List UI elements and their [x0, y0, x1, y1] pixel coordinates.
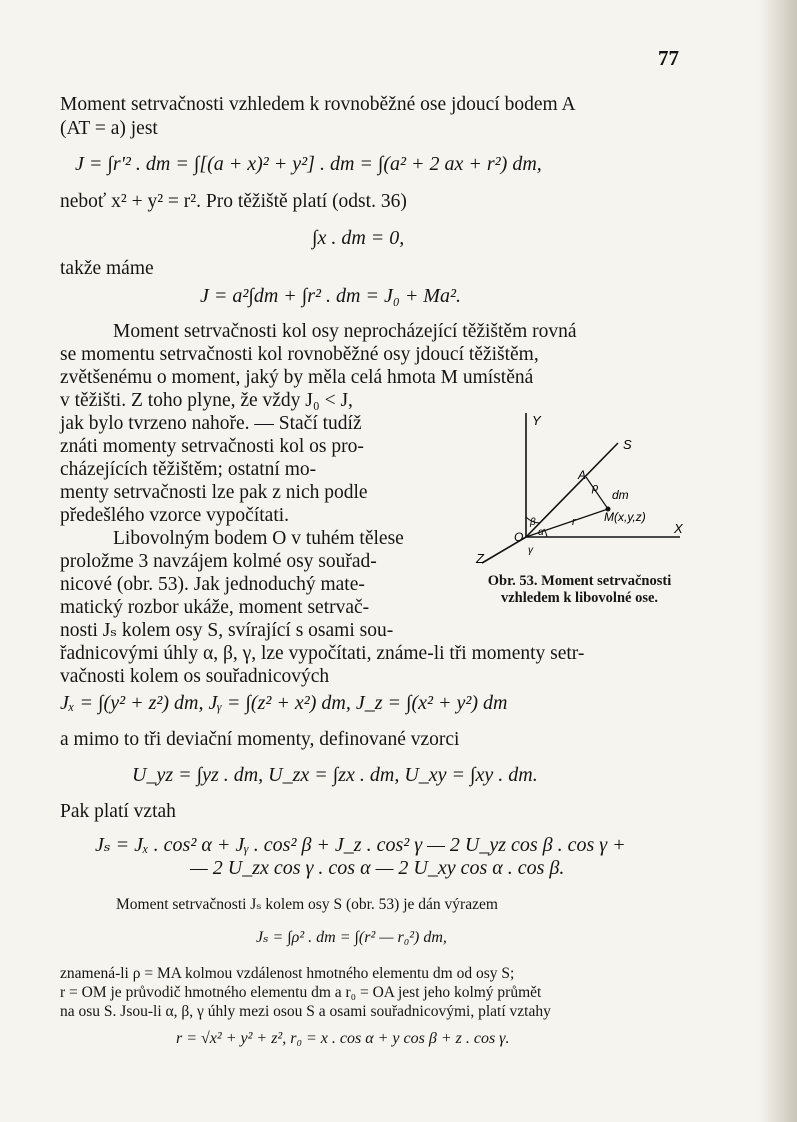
text-line: zvětšenému o moment, jaký by měla celá hmota M umístěná — [60, 367, 534, 388]
text-line: jak bylo tvrzeno nahoře. — Stačí tudíž — [60, 413, 362, 434]
label-beta: β — [530, 517, 536, 528]
equation: J = ∫r'² . dm = ∫[(a + x)² + y²] . dm = ∫(a² + 2 ax + r²) dm, — [75, 153, 542, 175]
text-line: nicové (obr. 53). Jak jednoduchý mate- — [60, 574, 365, 595]
label-m: M(x,y,z) — [604, 510, 646, 524]
text-line: předešlého vzorce vypočítati. — [60, 505, 290, 526]
note-line: znamená-li ρ = MA kolmou vzdálenost hmotného elementu dm od osy S; — [60, 965, 515, 982]
note-equation: Jₛ = ∫ρ² . dm = ∫(r² — r₀²) dm, — [256, 929, 447, 946]
note-line: na osu S. Jsou-li α, β, γ úhly mezi osou S a osami souřadnicovými, platí vztahy — [60, 1003, 551, 1020]
text-line: se momentu setrvačnosti kol rovnoběžné osy jdoucí těžištěm, — [60, 344, 539, 365]
label-rho: ρ — [592, 482, 599, 494]
label-o: O — [514, 530, 524, 544]
text-line: a mimo to tři deviační momenty, definované vzorci — [60, 729, 460, 750]
caption-line: vzhledem k libovolné ose. — [500, 590, 659, 606]
equation: U_yz = ∫yz . dm, U_zx = ∫zx . dm, U_xy = ∫xy . dm. — [132, 764, 538, 786]
axis-diagram — [468, 405, 693, 575]
note-line: Moment setrvačnosti Jₛ kolem osy S (obr. 53) je dán výrazem — [116, 896, 498, 913]
text-line: vačnosti kolem os souřadnicových — [60, 666, 330, 687]
equation: Jₓ = ∫(y² + z²) dm, Jᵧ = ∫(z² + x²) dm, J_z = ∫(x² + y²) dm — [60, 692, 508, 714]
text-line: v těžišti. Z toho plyne, že vždy J₀ < J, — [60, 390, 353, 411]
label-y: Y — [532, 413, 541, 428]
text-line: neboť x² + y² = r². Pro těžiště platí (odst. 36) — [60, 191, 407, 212]
text-line: takže máme — [60, 258, 154, 279]
text-line: znáti momenty setrvačnosti kol os pro- — [60, 436, 364, 457]
page-edge-shadow — [759, 0, 797, 1122]
text-line: cházejících těžištěm; ostatní mo- — [60, 459, 317, 480]
label-z: Z — [476, 551, 484, 566]
equation: J = a²∫dm + ∫r² . dm = J₀ + Ma². — [200, 285, 461, 307]
text-line: menty setrvačnosti lze pak z nich podle — [60, 482, 368, 503]
text-line: řadnicovými úhly α, β, γ, lze vypočítati, známe-li tři momenty setr- — [60, 643, 585, 664]
text-line: nosti Jₛ kolem osy S, svírající s osami sou- — [60, 620, 394, 641]
text-line: Pak platí vztah — [60, 801, 176, 822]
label-x: X — [674, 521, 683, 536]
equation: ∫x . dm = 0, — [312, 227, 405, 249]
equation: Jₛ = Jₓ . cos² α + Jᵧ . cos² β + J_z . cos² γ — 2 U_yz cos β . cos γ + — [95, 834, 626, 856]
text-line: Libovolným bodem O v tuhém tělese — [113, 528, 404, 549]
figure-caption — [462, 573, 697, 607]
label-dm: dm — [612, 488, 629, 502]
label-s: S — [623, 437, 632, 452]
label-alpha: α — [538, 527, 544, 538]
text-line: Moment setrvačnosti kol osy neprocházející těžištěm rovná — [113, 321, 577, 342]
label-a: A — [578, 468, 587, 482]
text-line: matický rozbor ukáže, moment setrvač- — [60, 597, 370, 618]
text-line: Moment setrvačnosti vzhledem k rovnoběžné ose jdoucí bodem A — [60, 94, 576, 115]
caption-line: Obr. 53. Moment setrvačnosti — [487, 573, 672, 589]
text-line: proložme 3 navzájem kolmé osy souřad- — [60, 551, 377, 572]
page-number: 77 — [658, 46, 679, 70]
label-r: r — [572, 516, 576, 528]
note-line: r = OM je průvodič hmotného elementu dm a r₀ = OA jest jeho kolmý průmět — [60, 984, 542, 1001]
equation: — 2 U_zx cos γ . cos α — 2 U_xy cos α . cos β. — [190, 857, 565, 879]
label-gamma: γ — [528, 545, 533, 556]
note-equation: r = √x² + y² + z², r₀ = x . cos α + y cos β + z . cos γ. — [176, 1030, 510, 1047]
text-line: (AT = a) jest — [60, 118, 158, 139]
figure-53 — [468, 405, 693, 575]
